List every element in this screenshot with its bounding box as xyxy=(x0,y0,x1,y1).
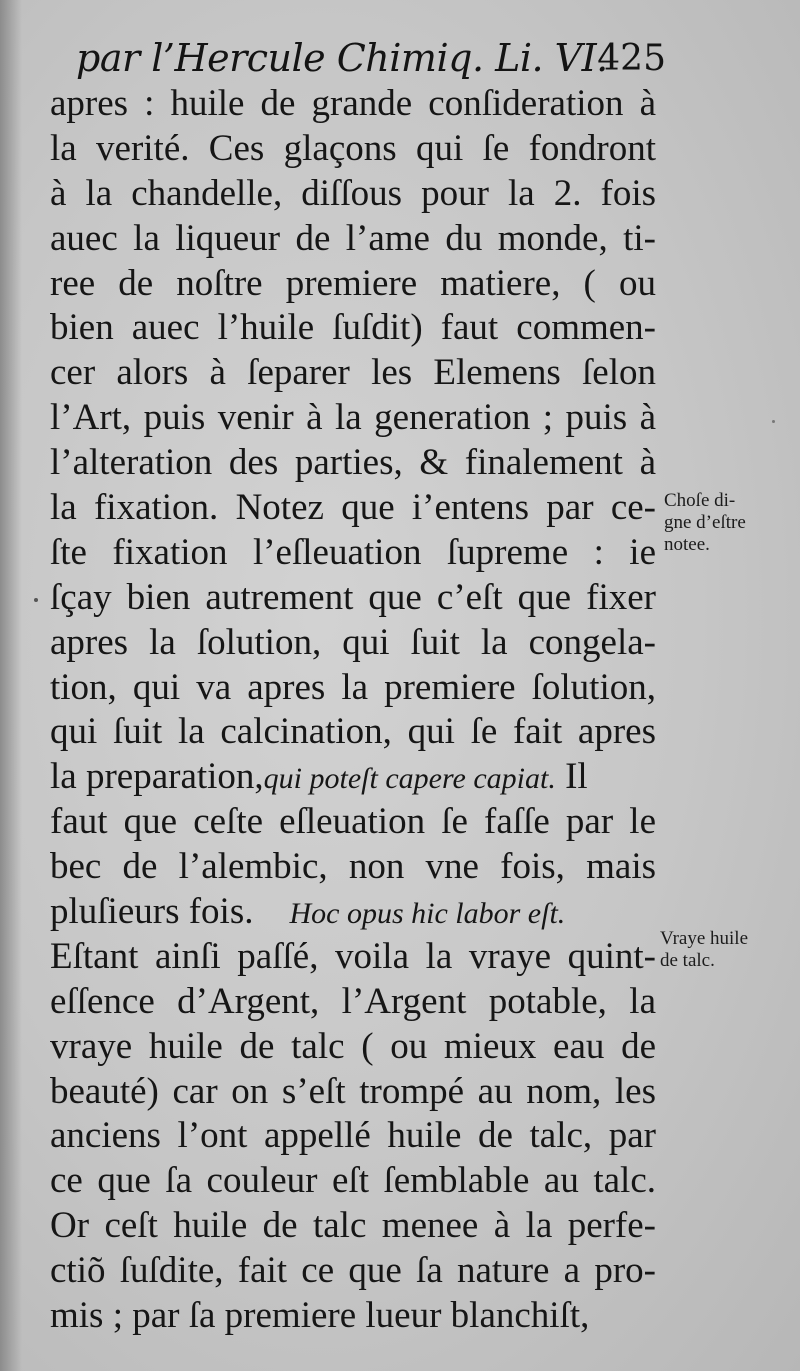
margin-note-line: Vraye huile xyxy=(660,928,749,949)
text-line: apres : huile de grande conſideration à xyxy=(50,83,656,124)
margin-note xyxy=(664,490,794,556)
text-line-with-italic xyxy=(50,890,656,935)
text-line: eſſence d’Argent, l’Argent potable, la xyxy=(50,980,656,1022)
text-line: l’alteration des parties, & finalement à xyxy=(50,442,656,484)
gutter-shadow xyxy=(0,0,22,1371)
text-line: tion, qui va apres la premiere ſolution, xyxy=(50,666,656,708)
running-title: par l’Hercule Chimiq. Li. VI. xyxy=(76,36,608,80)
text-line: la verité. Ces glaçons qui ſe fondront xyxy=(50,127,656,169)
text-line: ree de noſtre premiere matiere, ( ou xyxy=(50,262,656,304)
text-line: cer alors à ſeparer les Elemens ſelon xyxy=(50,352,656,394)
text-line: qui ſuit la calcination, qui ſe fait apres xyxy=(50,711,656,753)
italic-latin-phrase: Hoc opus hic labor eſt. xyxy=(289,897,566,931)
text-line: beauté) car on s’eſt trompé au nom, les xyxy=(50,1070,656,1112)
page-number: 425 xyxy=(597,38,666,79)
margin-note-line: Choſe di- xyxy=(664,490,736,511)
italic-latin-phrase: qui poteſt capere capiat. xyxy=(263,762,556,796)
text-line: Eſtant ainſi paſſé, voila la vraye quint- xyxy=(50,935,656,977)
text-line: faut que ceſte eſleuation ſe faſſe par le xyxy=(50,801,656,843)
text-line: anciens l’ont appellé huile de talc, par xyxy=(50,1115,656,1157)
text-line: ſte fixation l’eſleuation ſupreme : ie xyxy=(50,531,656,573)
margin-note-line: de talc. xyxy=(660,950,715,971)
text-line: mis ; par ſa premiere lueur blanchiſt, xyxy=(50,1295,590,1337)
body-text xyxy=(50,82,656,1339)
text-line: ce que ſa couleur eſt ſemblable au talc. xyxy=(50,1160,656,1202)
margin-note-line: notee. xyxy=(664,534,710,555)
text-line: ſçay bien autrement que c’eſt que fixer xyxy=(50,576,656,618)
text-line: apres la ſolution, qui ſuit la congela- xyxy=(50,621,656,663)
text-line: bec de l’alembic, non vne fois, mais xyxy=(50,846,656,888)
text-line: l’Art, puis venir à la generation ; puis à xyxy=(50,397,656,439)
text-segment: la preparation, xyxy=(50,756,264,798)
text-segment: pluſieurs fois. xyxy=(50,891,254,933)
page-header xyxy=(76,30,666,90)
text-segment: Il xyxy=(555,756,588,798)
margin-note xyxy=(660,928,790,972)
text-line: la fixation. Notez que i’entens par ce- xyxy=(50,487,656,529)
text-line: auec la liqueur de l’ame du monde, ti- xyxy=(50,217,656,259)
text-line: à la chandelle, diſſous pour la 2. fois xyxy=(50,172,656,214)
ink-speck xyxy=(34,598,38,602)
text-line-with-italic xyxy=(50,755,656,800)
text-line: ctiõ ſuſdite, fait ce que ſa nature a pro- xyxy=(50,1250,656,1292)
margin-note-line: gne d’eſtre xyxy=(664,512,746,533)
text-line: bien auec l’huile ſuſdit) faut commen- xyxy=(50,307,656,349)
text-line: vraye huile de talc ( ou mieux eau de xyxy=(50,1025,656,1067)
text-line: Or ceſt huile de talc menee à la perfe- xyxy=(50,1205,656,1247)
ink-speck xyxy=(772,420,775,423)
